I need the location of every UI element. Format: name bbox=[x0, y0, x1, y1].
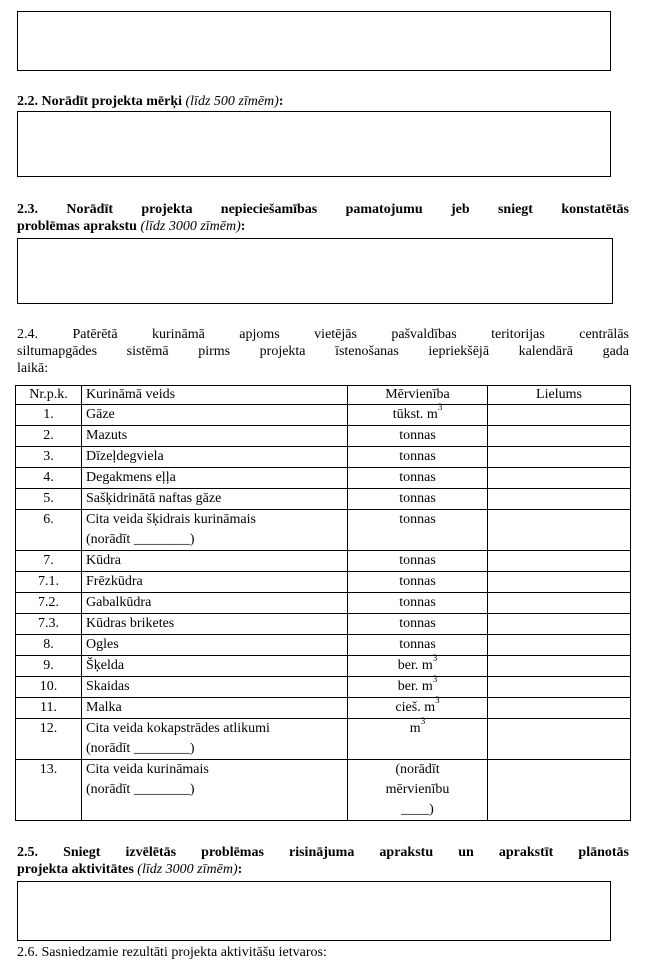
row-unit: tonnas bbox=[348, 572, 488, 593]
unit-sup: 3 bbox=[435, 695, 440, 706]
row-nr: 2. bbox=[16, 426, 82, 447]
table-row bbox=[16, 593, 631, 614]
table-row bbox=[16, 760, 631, 821]
section-2-4-heading bbox=[17, 326, 629, 377]
row-size-cell[interactable] bbox=[488, 405, 631, 426]
row-nr: 3. bbox=[16, 447, 82, 468]
row-size-cell[interactable] bbox=[488, 489, 631, 510]
row-size-cell[interactable] bbox=[488, 635, 631, 656]
solution-description-box[interactable] bbox=[17, 881, 611, 941]
unit-line2: mērvienību bbox=[385, 782, 450, 797]
row-nr: 7.1. bbox=[16, 572, 82, 593]
row-unit: tonnas bbox=[348, 447, 488, 468]
s22-note: (līdz 500 zīmēm) bbox=[185, 94, 279, 109]
table-row bbox=[16, 677, 631, 698]
unit-sup: 3 bbox=[437, 402, 443, 413]
s25-note: (līdz 3000 zīmēm) bbox=[137, 862, 238, 877]
row-size-cell[interactable] bbox=[488, 426, 631, 447]
row-nr: 4. bbox=[16, 468, 82, 489]
s23-line1: 2.3. Norādīt projekta nepieciešamības pamatojumu jeb sniegt konstatētās bbox=[17, 202, 629, 217]
unit-line1: (norādīt bbox=[395, 762, 440, 777]
s23-note: (līdz 3000 zīmēm) bbox=[140, 219, 241, 234]
unit-text: ber. m bbox=[397, 658, 433, 673]
s22-title: Norādīt projekta mērķi bbox=[41, 94, 182, 109]
row-fuel-type: Kūdras briketes bbox=[82, 614, 348, 635]
row-nr: 13. bbox=[16, 760, 82, 821]
table-row bbox=[16, 698, 631, 719]
row-nr: 1. bbox=[16, 405, 82, 426]
row-unit: tonnas bbox=[348, 426, 488, 447]
row-size-cell[interactable] bbox=[488, 719, 631, 760]
row-size-cell[interactable] bbox=[488, 468, 631, 489]
row-fuel-type: Šķelda bbox=[82, 656, 348, 677]
table-row bbox=[16, 426, 631, 447]
row-unit bbox=[348, 402, 488, 426]
row-unit: tonnas bbox=[348, 614, 488, 635]
table-row bbox=[16, 572, 631, 593]
row-nr: 9. bbox=[16, 656, 82, 677]
row-unit: tonnas bbox=[348, 551, 488, 572]
row-nr: 11. bbox=[16, 698, 82, 719]
row-fuel-type: Ogles bbox=[82, 635, 348, 656]
row-nr: 7. bbox=[16, 551, 82, 572]
s24-line3: laikā: bbox=[17, 361, 49, 376]
row-unit bbox=[348, 674, 488, 698]
row-unit bbox=[348, 760, 488, 821]
row-unit: tonnas bbox=[348, 489, 488, 510]
row-size-cell[interactable] bbox=[488, 551, 631, 572]
table-row bbox=[16, 489, 631, 510]
s23-tail: : bbox=[240, 219, 246, 234]
s25-tail: : bbox=[237, 862, 243, 877]
table-row bbox=[16, 447, 631, 468]
unit-text: ber. m bbox=[397, 679, 433, 694]
row-fuel-type: Dīzeļdegviela bbox=[82, 447, 348, 468]
table-header-row bbox=[16, 386, 631, 405]
s24-line2: siltumapgādes sistēmā pirms projekta īstenošanas iepriekšējā kalendārā gada bbox=[17, 344, 629, 359]
fuel-type-specify: (norādīt ________) bbox=[86, 532, 195, 547]
s25-line1: 2.5. Sniegt izvēlētās problēmas risinājuma aprakstu un aprakstīt plānotās bbox=[17, 845, 629, 860]
row-nr: 5. bbox=[16, 489, 82, 510]
row-fuel-type: Malka bbox=[82, 698, 348, 719]
table-row bbox=[16, 468, 631, 489]
row-fuel-type: Gabalkūdra bbox=[82, 593, 348, 614]
row-size-cell[interactable] bbox=[488, 593, 631, 614]
row-fuel-type: Skaidas bbox=[82, 677, 348, 698]
previous-field-box[interactable] bbox=[17, 11, 611, 71]
unit-sup: 3 bbox=[432, 653, 438, 664]
row-fuel-type: Kūdra bbox=[82, 551, 348, 572]
row-fuel-type: Gāze bbox=[82, 405, 348, 426]
row-fuel-type bbox=[82, 719, 348, 760]
row-unit: tonnas bbox=[348, 593, 488, 614]
header-unit: Mērvienība bbox=[348, 386, 488, 405]
project-goal-box[interactable] bbox=[17, 111, 611, 177]
header-fuel-type: Kurināmā veids bbox=[82, 386, 348, 405]
row-nr: 6. bbox=[16, 510, 82, 551]
fuel-type-line: Cita veida kurināmais bbox=[86, 762, 209, 777]
row-size-cell[interactable] bbox=[488, 698, 631, 719]
row-unit: tonnas bbox=[348, 635, 488, 656]
table-row bbox=[16, 551, 631, 572]
row-fuel-type bbox=[82, 760, 348, 821]
s23-line2: problēmas aprakstu bbox=[17, 219, 137, 234]
row-fuel-type: Sašķidrinātā naftas gāze bbox=[82, 489, 348, 510]
section-2-2-heading bbox=[17, 93, 629, 110]
row-unit bbox=[348, 653, 488, 677]
unit-text: cieš. m bbox=[395, 700, 436, 715]
unit-sup: 3 bbox=[432, 674, 438, 685]
section-2-5-heading bbox=[17, 844, 629, 878]
table-row bbox=[16, 614, 631, 635]
row-size-cell[interactable] bbox=[488, 614, 631, 635]
unit-text: m bbox=[409, 721, 421, 736]
row-size-cell[interactable] bbox=[488, 760, 631, 821]
unit-line3: ____) bbox=[401, 802, 434, 817]
row-fuel-type bbox=[82, 510, 348, 551]
row-fuel-type: Degakmens eļļa bbox=[82, 468, 348, 489]
row-unit: tonnas bbox=[348, 510, 488, 551]
row-nr: 12. bbox=[16, 719, 82, 760]
fuel-consumption-table bbox=[15, 385, 631, 821]
fuel-type-line: Cita veida šķidrais kurināmais bbox=[86, 512, 256, 527]
fuel-type-specify: (norādīt ________) bbox=[86, 782, 195, 797]
row-nr: 7.2. bbox=[16, 593, 82, 614]
table-row bbox=[16, 656, 631, 677]
row-fuel-type: Frēzkūdra bbox=[82, 572, 348, 593]
row-size-cell[interactable] bbox=[488, 447, 631, 468]
row-nr: 7.3. bbox=[16, 614, 82, 635]
table-row bbox=[16, 635, 631, 656]
row-size-cell[interactable] bbox=[488, 510, 631, 551]
header-nr: Nr.p.k. bbox=[16, 386, 82, 405]
section-2-3-heading bbox=[17, 201, 629, 235]
row-unit bbox=[348, 716, 488, 760]
fuel-type-specify: (norādīt ________) bbox=[86, 741, 195, 756]
s24-line1: 2.4. Patērētā kurināmā apjoms vietējās pašvaldības teritorijas centrālās bbox=[17, 327, 629, 342]
row-nr: 8. bbox=[16, 635, 82, 656]
project-justification-box[interactable] bbox=[17, 238, 613, 304]
fuel-type-line: Cita veida kokapstrādes atlikumi bbox=[86, 721, 270, 736]
row-size-cell[interactable] bbox=[488, 677, 631, 698]
unit-sup: 3 bbox=[420, 716, 426, 727]
unit-text: tūkst. m bbox=[392, 407, 438, 422]
row-fuel-type: Mazuts bbox=[82, 426, 348, 447]
row-size-cell[interactable] bbox=[488, 572, 631, 593]
row-unit bbox=[348, 695, 488, 719]
s22-tail: : bbox=[278, 94, 284, 109]
table-row bbox=[16, 405, 631, 426]
row-size-cell[interactable] bbox=[488, 656, 631, 677]
section-2-6-heading: 2.6. Sasniedzamie rezultāti projekta aktivitāšu ietvaros: bbox=[17, 945, 327, 960]
row-unit: tonnas bbox=[348, 468, 488, 489]
header-size: Lielums bbox=[488, 386, 631, 405]
table-row bbox=[16, 510, 631, 551]
s25-line2: projekta aktivitātes bbox=[17, 862, 134, 877]
s22-number: 2.2. bbox=[17, 94, 38, 109]
table-row bbox=[16, 719, 631, 760]
row-nr: 10. bbox=[16, 677, 82, 698]
